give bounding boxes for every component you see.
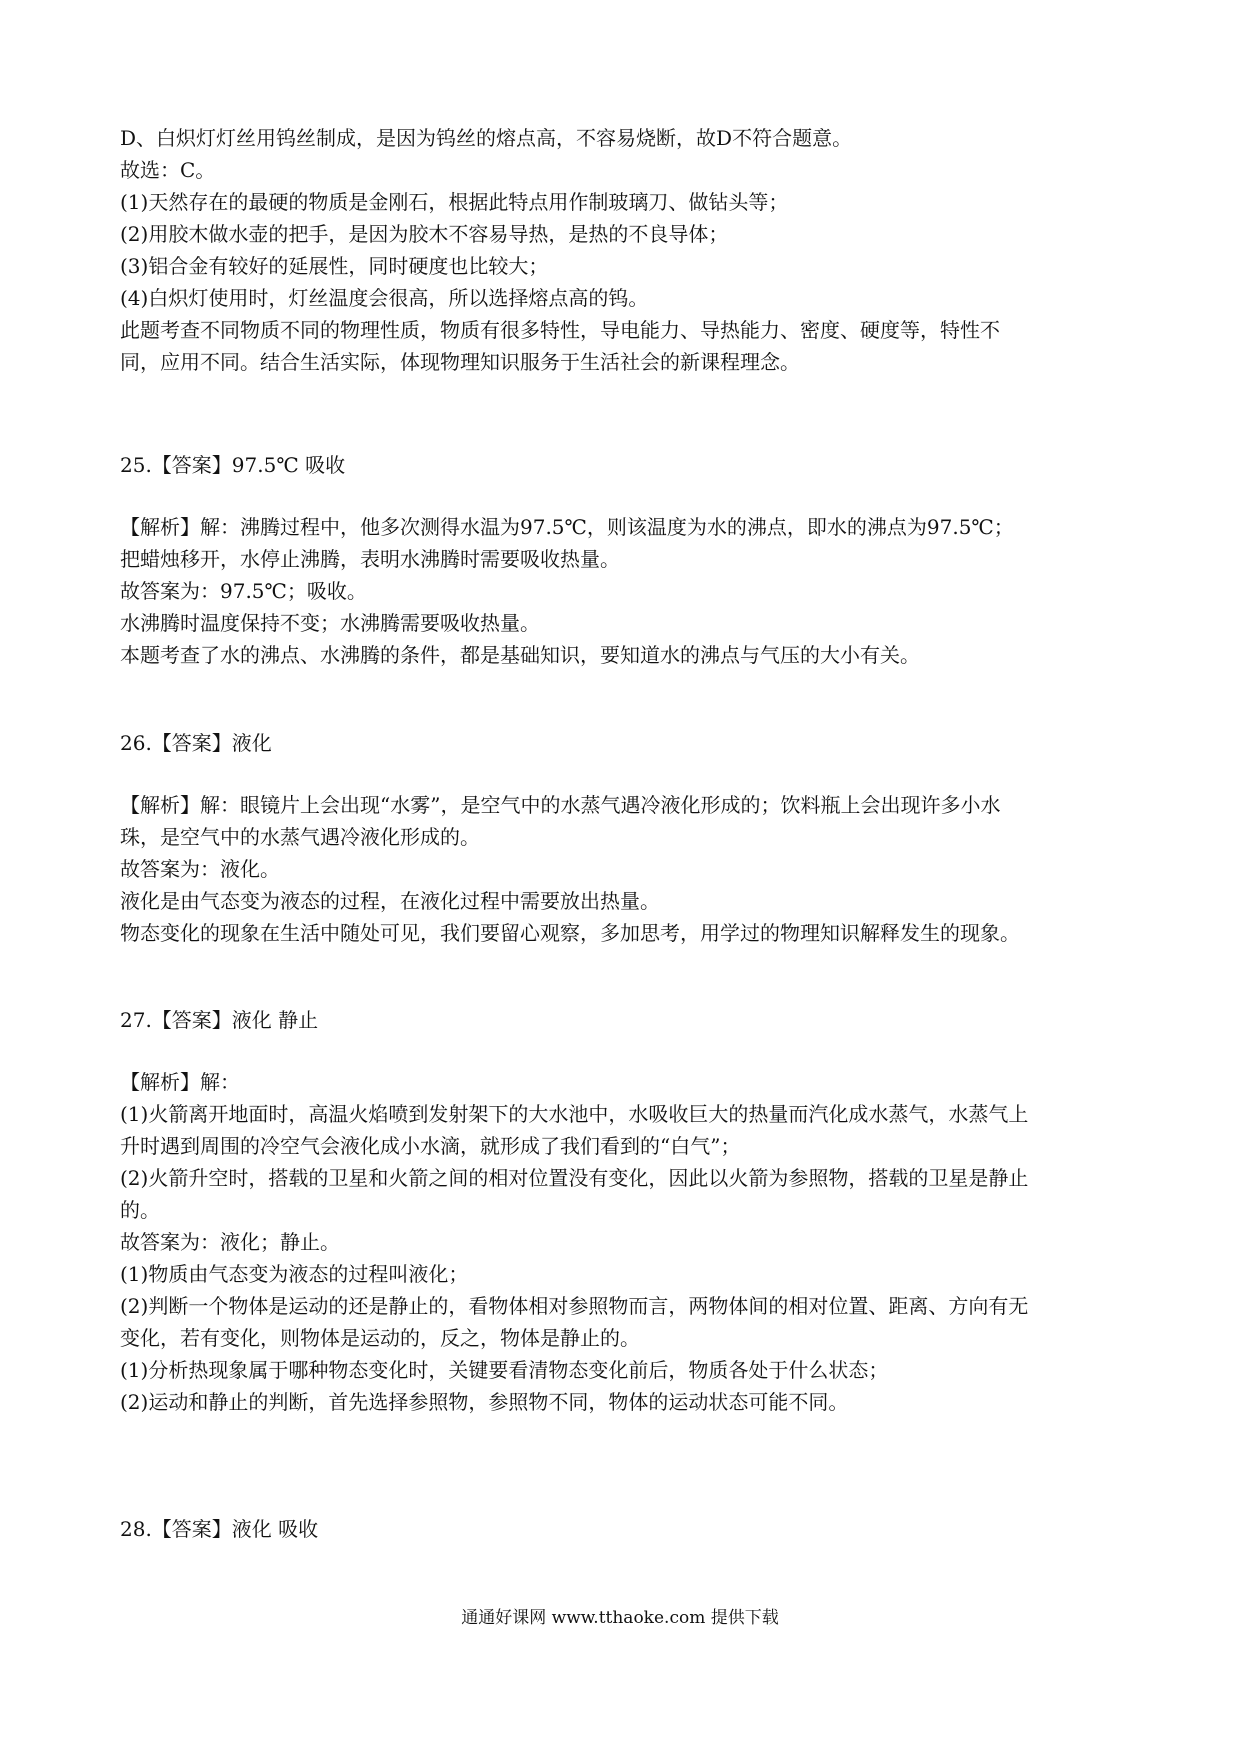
text-line: 变化，若有变化，则物体是运动的，反之，物体是静止的。 (120, 1326, 640, 1350)
text-line: 液化是由气态变为液态的过程，在液化过程中需要放出热量。 (120, 889, 660, 913)
answer-heading: 27.【答案】液化 静止 (120, 1008, 319, 1032)
text-line: 的。 (120, 1198, 160, 1222)
answer-heading: 28.【答案】液化 吸收 (120, 1517, 319, 1541)
text-line: 水沸腾时温度保持不变；水沸腾需要吸收热量。 (120, 611, 540, 635)
text-line: (3)铝合金有较好的延展性，同时硬度也比较大； (120, 254, 549, 278)
text-line: (1)火箭离开地面时，高温火焰喷到发射架下的大水池中，水吸收巨大的热量而汽化成水蒸气，水蒸气上 (120, 1102, 1029, 1126)
text-line: 【解析】解：沸腾过程中，他多次测得水温为97.5℃，则该温度为水的沸点，即水的沸点为97.5℃； (120, 515, 1014, 539)
text-line: (1)分析热现象属于哪种物态变化时，关键要看清物态变化前后，物质各处于什么状态； (120, 1358, 889, 1382)
question-25-answer (120, 449, 1130, 481)
answer-heading: 26.【答案】液化 (120, 731, 272, 755)
text-line: 故答案为：97.5℃；吸收。 (120, 579, 367, 603)
question-27-analysis (120, 1066, 1130, 1418)
text-line: 【解析】解：眼镜片上会出现“水雾”，是空气中的水蒸气遇冷液化形成的；饮料瓶上会出现许多小水 (120, 793, 1001, 817)
text-line: D、白炽灯灯丝用钨丝制成，是因为钨丝的熔点高，不容易烧断，故D不符合题意。 (120, 126, 853, 150)
text-line: 故答案为：液化。 (120, 857, 280, 881)
text-line: (2)用胶木做水壶的把手，是因为胶木不容易导热，是热的不良导体； (120, 222, 729, 246)
text-line: (1)物质由气态变为液态的过程叫液化； (120, 1262, 469, 1286)
text-line: 故选：C。 (120, 158, 216, 182)
text-line: 珠，是空气中的水蒸气遇冷液化形成的。 (120, 825, 480, 849)
question-27-answer (120, 1004, 1130, 1036)
text-line: 物态变化的现象在生活中随处可见，我们要留心观察，多加思考，用学过的物理知识解释发生的现象。 (120, 921, 1020, 945)
text-line: (2)运动和静止的判断，首先选择参照物，参照物不同，物体的运动状态可能不同。 (120, 1390, 849, 1414)
text-line: (2)判断一个物体是运动的还是静止的，看物体相对参照物而言，两物体间的相对位置、距离、方向有无 (120, 1294, 1029, 1318)
question-26-answer (120, 727, 1130, 759)
text-line: 同，应用不同。结合生活实际，体现物理知识服务于生活社会的新课程理念。 (120, 350, 800, 374)
question-28-answer (120, 1513, 1130, 1545)
question-25-analysis (120, 511, 1130, 671)
question-26-analysis (120, 789, 1130, 949)
text-line: 把蜡烛移开，水停止沸腾，表明水沸腾时需要吸收热量。 (120, 547, 620, 571)
text-line: 升时遇到周围的冷空气会液化成小水滴，就形成了我们看到的“白气”； (120, 1134, 741, 1158)
text-line: (4)白炽灯使用时，灯丝温度会很高，所以选择熔点高的钨。 (120, 286, 649, 310)
text-line: 本题考查了水的沸点、水沸腾的条件，都是基础知识，要知道水的沸点与气压的大小有关。 (120, 643, 920, 667)
text-line: 此题考查不同物质不同的物理性质，物质有很多特性，导电能力、导热能力、密度、硬度等，特性不 (120, 318, 1000, 342)
text-line: (1)天然存在的最硬的物质是金刚石，根据此特点用作制玻璃刀、做钻头等； (120, 190, 789, 214)
page-footer: 通通好课网 www.tthaoke.com 提供下载 (461, 1608, 779, 1628)
text-line: 【解析】解： (120, 1070, 240, 1094)
text-line: (2)火箭升空时，搭载的卫星和火箭之间的相对位置没有变化，因此以火箭为参照物，搭载的卫星是静止 (120, 1166, 1029, 1190)
text-line: 故答案为：液化；静止。 (120, 1230, 340, 1254)
section-d (120, 122, 1130, 378)
answer-heading: 25.【答案】97.5℃ 吸收 (120, 453, 346, 477)
